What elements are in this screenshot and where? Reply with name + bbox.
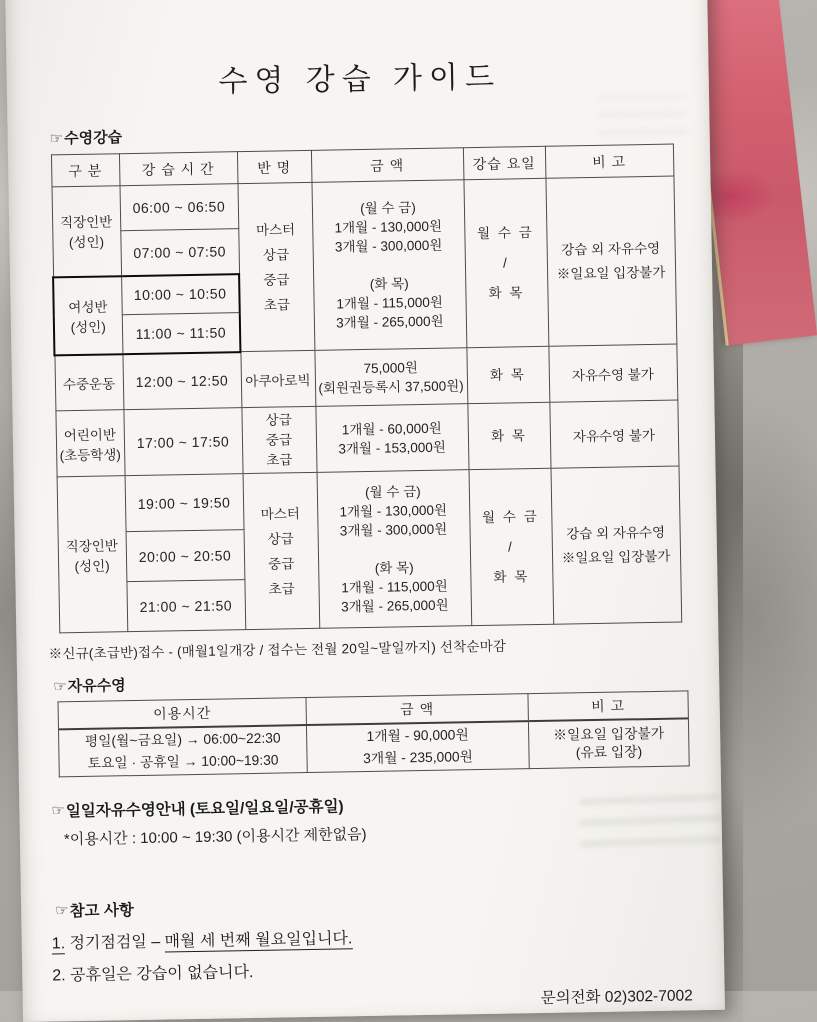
col-header-price: 금 액 [311, 148, 464, 183]
table-row [57, 466, 680, 533]
table-row [55, 400, 678, 477]
cell-evening-time-3: 21:00 ~ 21:50 [126, 580, 245, 632]
pointer-icon: ☞ [49, 129, 64, 147]
cell-women-group-name: 여성반 (성인) [53, 276, 122, 355]
cell-aqua-name: 수중운동 [54, 354, 123, 411]
cell-kids-days: 화 목 [467, 402, 550, 469]
col-header-time: 강 습 시 간 [119, 152, 238, 186]
cell-kids-price: 1개월 - 60,000원 3개월 - 153,000원 [315, 404, 468, 473]
page-title: 수영 강습 가이드 [218, 60, 502, 99]
reference-section-heading [55, 887, 723, 921]
pointer-icon: ☞ [53, 677, 67, 695]
col-header-note: 비 고 [545, 144, 674, 178]
reference-item-1-text: 정기점검일 – [64, 933, 165, 952]
cell-evening-time-2: 20:00 ~ 20:50 [126, 530, 245, 582]
lesson-heading-text: 수영강습 [63, 129, 123, 148]
cell-master-note: 강습 외 자유수영 ※일요일 입장불가 [545, 176, 676, 346]
cell-master-days: 월 수 금 / 화 목 [463, 178, 548, 347]
pointer-icon: ☞ [55, 901, 69, 919]
daily-usage-time-line: *이용시간 : 10:00 ~ 19:30 (이용시간 제한없음) [63, 825, 367, 848]
cell-aqua-class: 아쿠아로빅 [240, 350, 315, 407]
registration-footnote: ※신규(초급반)접수 - (매월1일개강 / 접수는 전월 20일~말일까지) 선착순마감 [48, 638, 507, 662]
cell-master-price: (월 수 금) 1개월 - 130,000원 3개월 - 300,000원 (화 목) 1개월 - 115,000원 3개월 - 265,000원 [311, 180, 466, 351]
cell-evening-class: 마스터 상급 중급 초급 [243, 472, 320, 629]
cell-aqua-time: 12:00 ~ 12:50 [122, 352, 241, 410]
cell-aqua-price: 75,000원 (회원권등록시 37,500원) [314, 348, 467, 407]
table-row [58, 718, 689, 776]
cell-evening-group-name: 직장인반 (성인) [57, 476, 128, 633]
document-content [6, 48, 725, 1017]
reference-item-1-number: 1. [51, 934, 66, 953]
col-header-category: 구 분 [51, 154, 120, 187]
reference-item-1-underlined: 매월 세 번째 월요일입니다. [164, 929, 353, 951]
cell-kids-note: 자유수영 불가 [549, 400, 678, 468]
ink-bleedthrough [597, 94, 688, 136]
cell-kids-name: 어린이반 (초등학생) [55, 410, 124, 477]
ink-bleedthrough [579, 781, 721, 848]
cell-aqua-days: 화 목 [466, 346, 549, 403]
cell-morning-time-1: 06:00 ~ 06:50 [120, 184, 239, 231]
cell-evening-price: (월 수 금) 1개월 - 130,000원 3개월 - 300,000원 (화 목) 1개월 - 115,000원 3개월 - 265,000원 [317, 470, 472, 629]
cell-evening-note: 강습 외 자유수영 ※일요일 입장불가 [551, 466, 682, 624]
pointer-icon: ☞ [51, 801, 66, 820]
cell-women-time-2: 11:00 ~ 11:50 [122, 313, 241, 354]
cell-kids-class: 상급 중급 초급 [241, 406, 316, 473]
reference-heading-text: 참고 사항 [69, 901, 134, 920]
cell-aqua-note: 자유수영 불가 [548, 344, 677, 402]
reference-item-2: 2. 공휴일은 강습이 없습니다. [52, 963, 254, 985]
cell-free-time: 평일(월~금요일) → 06:00~22:30 토요일 · 공휴일 → 10:00~19:30 [58, 725, 307, 777]
contact-phone: 문의전화 02)302-7002 [540, 986, 693, 1007]
table-row [52, 176, 675, 232]
cell-evening-days: 월 수 금 / 화 목 [469, 468, 554, 625]
paper-document [5, 0, 725, 1022]
col-header-free-note: 비 고 [528, 691, 688, 721]
col-header-free-price: 금 액 [306, 694, 528, 725]
lesson-table [50, 144, 682, 634]
col-header-usage-time: 이용시간 [58, 698, 306, 729]
cell-women-time-1: 10:00 ~ 10:50 [121, 274, 240, 315]
cell-kids-time: 17:00 ~ 17:50 [123, 408, 242, 476]
cell-morning-group-name: 직장인반 (성인) [52, 186, 122, 277]
col-header-days: 강습 요일 [463, 146, 546, 179]
free-heading-text: 자유수영 [67, 677, 126, 696]
reference-item-1 [51, 918, 723, 953]
cell-morning-time-2: 07:00 ~ 07:50 [120, 229, 239, 276]
cell-master-class: 마스터 상급 중급 초급 [237, 182, 314, 351]
cell-free-note: ※일요일 입장불가 (유료 입장) [528, 718, 689, 768]
cell-free-price: 1개월 - 90,000원 3개월 - 235,000원 [306, 721, 529, 772]
daily-heading-text: 일일자유수영안내 (토요일/일요일/공휴일) [65, 797, 344, 820]
col-header-class: 반 명 [237, 150, 312, 183]
free-swim-table [58, 690, 690, 777]
cell-evening-time-1: 19:00 ~ 19:50 [125, 474, 244, 532]
